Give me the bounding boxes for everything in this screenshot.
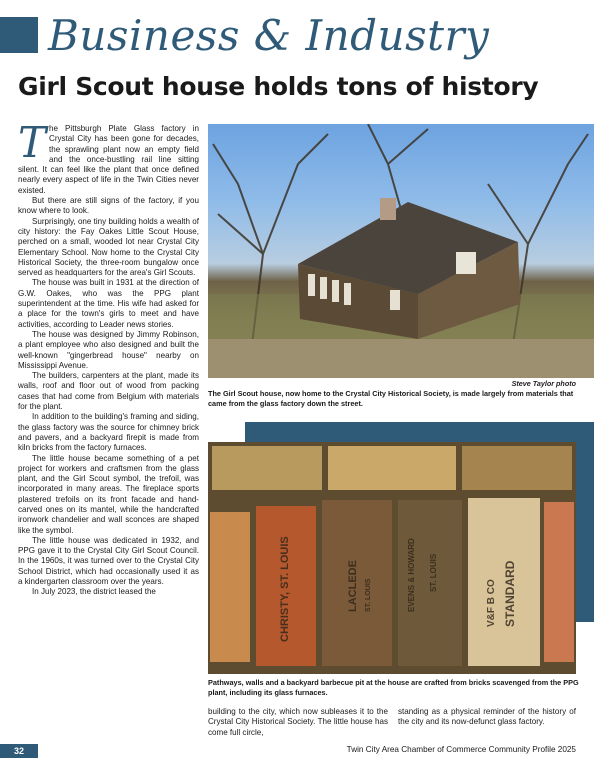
photo-credit: Steve Taylor photo [511, 379, 576, 388]
brick-stamp: ST. LOUIS [429, 553, 438, 592]
brick-stamp: STANDARD [503, 560, 517, 627]
section-title: Business & Industry [48, 11, 490, 60]
bricks-illustration [208, 442, 576, 674]
bricks-photo [208, 442, 576, 674]
page-number: 32 [0, 744, 38, 758]
article-paragraph: building to the city, which now subleases it to the Crystal City Historical Society. The little house has come full circle, [208, 707, 388, 737]
brick-stamp: LACLEDE [347, 560, 359, 612]
article-paragraph: In July 2023, the district leased the [32, 587, 156, 597]
publication-footer: Twin City Area Chamber of Commerce Community Profile 2025 [346, 745, 576, 754]
brick-stamp: EVENS & HOWARD [407, 538, 416, 612]
brick-stamp: ST. LOUIS [365, 578, 372, 612]
article-paragraph: The house was designed by Jimmy Robinson, a plant employee who also designed and built the well-known "gingerbread house" nearby on Mississippi Avenue. [18, 329, 199, 370]
brick-stamp: CHRISTY, ST. LOUIS [279, 536, 291, 642]
drop-cap: T [18, 124, 47, 167]
article-paragraph: The house was built in 1931 at the direction of G.W. Oakes, who was the PPG plant superintendent at the time. His wife had asked for a place for the town's girls to meet and have activities, according to Leader news stories. [18, 278, 199, 329]
article-paragraph: The little house was dedicated in 1932, and PPG gave it to the Crystal City Girl Scout Council. In the 1960s, it was turned over to the Crystal City School District, which had occasionally used it as a kindergarten classroom over the years. [18, 535, 199, 587]
article-paragraph: Surprisingly, one tiny building holds a wealth of city history: the Fay Oakes Little Scout House, perched on a small, wooded lot near Crystal City Elementary School. Now home to the Crystal City Historical Society, the three-room bungalow once served as headquarters for the area's Girl Scouts. [18, 216, 199, 278]
article-paragraph: But there are still signs of the factory, if you know where to look. [18, 196, 199, 216]
article-column-1 [18, 124, 199, 744]
article-paragraph: The little house became something of a pet project for workers and craftsmen from the glass plant, and the Girl Scout symbol, the trefoil, was incorporated in many areas. The fireplace sports plastered trefoils on its front facade and hand-carved ones on its mantel, while the handcrafted ironwork chandelier and wall sconces are shaped like the symbol. [18, 453, 199, 535]
house-illustration [208, 124, 594, 378]
article-paragraph: In addition to the building's framing and siding, the glass factory was the source for chimney brick and pavers, and a backyard firepit is made from kiln bricks from the factory furnaces. [18, 412, 199, 453]
girl-scout-house-photo [208, 124, 594, 378]
article-headline: Girl Scout house holds tons of history [18, 72, 539, 101]
photo-caption: Pathways, walls and a backyard barbecue pit at the house are crafted from bricks scavenged from the PPG plant, including its glass furnaces. [208, 678, 579, 697]
brick-stamp: V&F B CO [486, 579, 497, 627]
section-color-bar [0, 17, 38, 53]
decorative-side-bar [576, 422, 594, 622]
article-column-3 [398, 707, 576, 728]
article-column-2 [208, 707, 388, 738]
article-paragraph: The builders, carpenters at the plant, made its walls, roof and floor out of wood from packing cases that had come from Belgium with materials for the plant. [18, 371, 199, 412]
decorative-band [245, 422, 594, 442]
article-paragraph: standing as a physical reminder of the history of the city and its now-defunct glass factory. [398, 707, 576, 727]
photo-caption: The Girl Scout house, now home to the Crystal City Historical Society, is made largely from materials that came from the glass factory down the street. [208, 389, 574, 408]
article-paragraph: The Pittsburgh Plate Glass factory in Crystal City has been gone for decades, the sprawling plant now an empty field and the once-bustling rail line sitting silent. It can feel like the plant that once defined nearly every aspect of life in the Twin Cities never existed. [18, 124, 199, 195]
